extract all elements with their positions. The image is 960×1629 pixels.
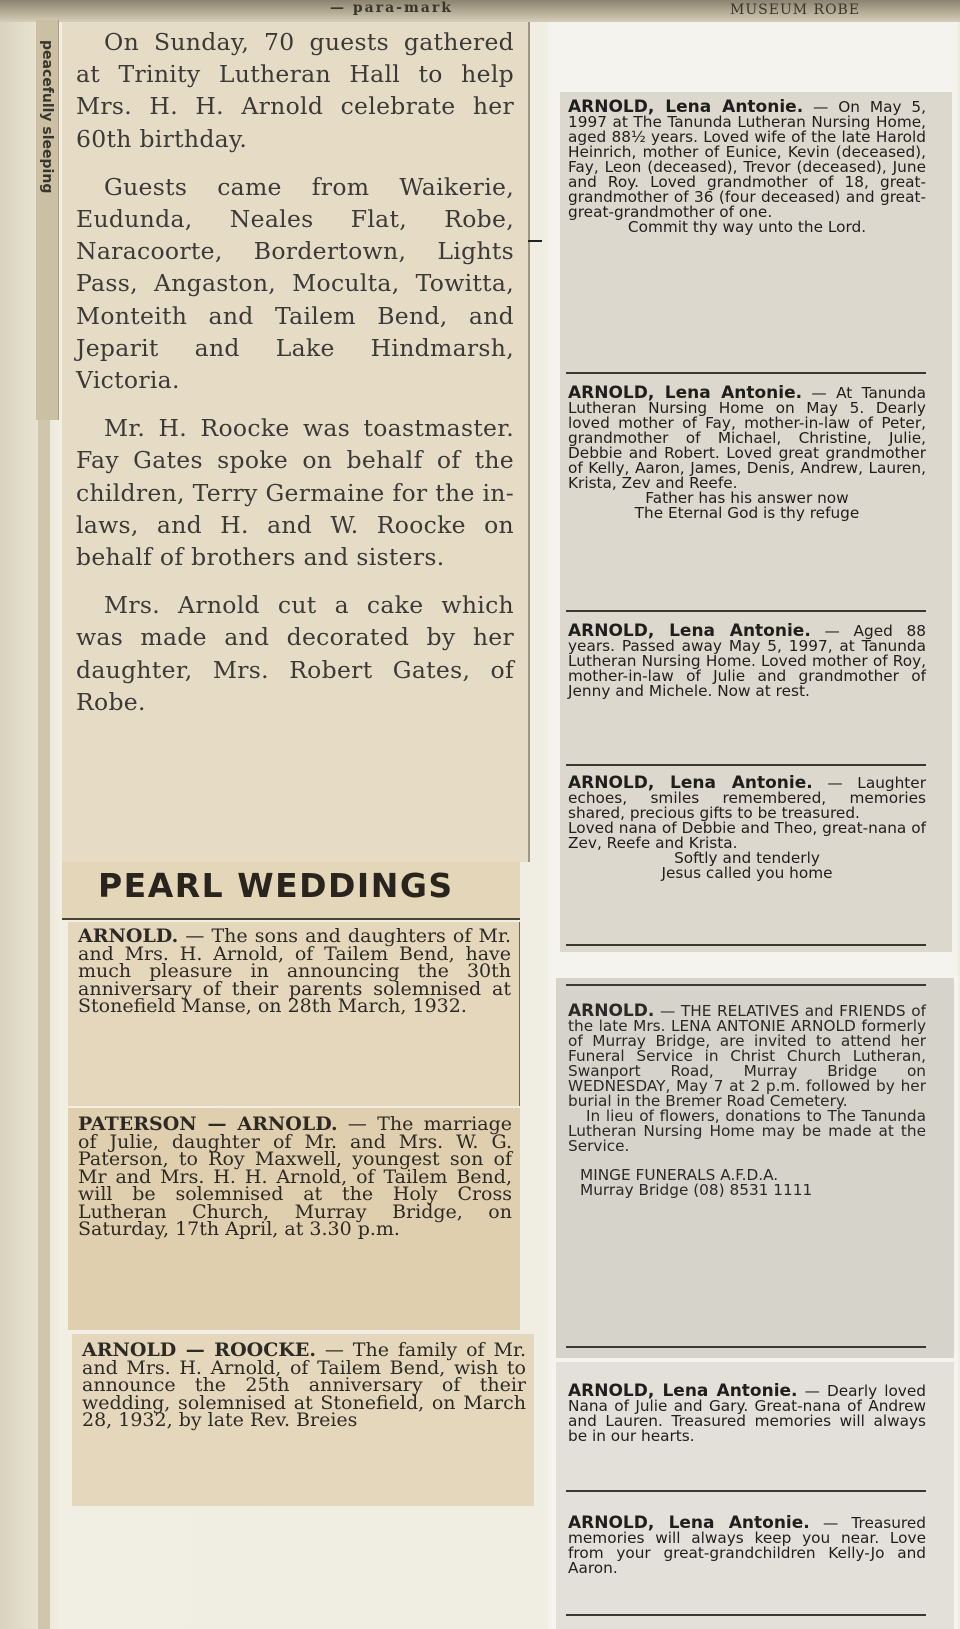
- funeral-notice-name: ARNOLD.: [568, 1001, 655, 1021]
- notice-text: — The sons and daughters of Mr. and Mrs. H. Arnold, of Tailem Bend, have much pleasure in announcing the 30th anniversary of their parents solemnised at Stonefield Manse, on 28th March, 1932.: [78, 925, 511, 1017]
- pencil-mark: [528, 240, 542, 242]
- notice-name: PATERSON — ARNOLD.: [78, 1113, 338, 1135]
- notice-divider: [566, 944, 926, 946]
- obituary-verse: The Eternal God is thy refuge: [634, 504, 860, 522]
- pearl-notice: [68, 1108, 520, 1330]
- birthday-article: [62, 22, 530, 862]
- torn-header-text-right: MUSEUM ROBE: [730, 2, 861, 18]
- notice-divider: [566, 984, 926, 986]
- obituary-notice: [568, 773, 926, 882]
- notice-name: ARNOLD — ROOCKE.: [82, 1339, 316, 1361]
- obituary-text: Loved nana of Debbie and Theo, great-nana of Zev, Reefe and Krista.: [568, 819, 926, 852]
- obituary-verse: Commit thy way unto the Lord.: [627, 218, 867, 236]
- obituary-notice: [568, 1513, 926, 1577]
- birthday-paragraph: Guests came from Waikerie, Eudunda, Neales Flat, Robe, Naracoorte, Bordertown, Lights Pass, Angaston, Moculta, Towitta, Monteith and Tailem Bend, and Jeparit and Lake Hindmarsh, Victoria.: [76, 172, 514, 395]
- funeral-notice-text: — THE RELATIVES and FRIENDS of the late Mrs. LENA ANTONIE ARNOLD formerly of Murray Bridge, are invited to attend her Funeral Service in Christ Church Lutheran, Swanport Road, Murray Bridge on WEDNESDAY, May 7 at 2 p.m. followed by her burial in the Bremer Road Cemetery.: [568, 1002, 926, 1110]
- obituary-notice: [568, 1381, 926, 1445]
- obituary-name: ARNOLD, Lena Antonie.: [568, 1381, 798, 1401]
- notice-divider: [566, 1346, 926, 1348]
- obituary-notice: [568, 97, 926, 236]
- notice-text: — The marriage of Julie, daughter of Mr. and Mrs. W. G. Paterson, to Roy Maxwell, youngest son of Mr and Mrs. H. H. Arnold, of Tailem Bend, will be solemnised at the Holy Cross Lutheran Church, Murray Bridge, on Saturday, 17th April, at 3.30 p.m.: [78, 1113, 512, 1240]
- funeral-director-contact: Murray Bridge (08) 8531 1111: [580, 1181, 813, 1199]
- obituary-notice: [568, 621, 926, 700]
- obituary-notice: [568, 383, 926, 522]
- obituary-text: — On May 5, 1997 at The Tanunda Lutheran Nursing Home, aged 88½ years. Loved wife of the late Harold Heinrich, mother of Eunice, Kevin (deceased), Fay, Leon (deceased), Trevor (deceased), June and Roy. Loved grandmother of 18, great-grandmother of 36 (four deceased) and great-great-grandmother of one.: [568, 98, 926, 221]
- side-clipping-label: peacefully sleeping: [39, 40, 55, 194]
- obituary-verse: Softly and tenderly: [674, 849, 820, 867]
- birthday-paragraph: On Sunday, 70 guests gathered at Trinity Lutheran Hall to help Mrs. H. H. Arnold celebrate her 60th birthday.: [76, 28, 514, 153]
- obituary-verse: Father has his answer now: [645, 489, 849, 507]
- birthday-paragraph: Mrs. Arnold cut a cake which was made and decorated by her daughter, Mrs. Robert Gates, of Robe.: [76, 591, 514, 716]
- obituary-text: — Treasured memories will always keep you near. Love from your great-grandchildren Kelly-Jo and Aaron.: [568, 1514, 926, 1577]
- funeral-notice: [568, 1001, 926, 1199]
- torn-header-text: — para-mark: [330, 0, 453, 16]
- notice-text: — The family of Mr. and Mrs. H. Arnold, of Tailem Bend, wish to announce the 25th anniversary of their wedding, solemnised at Stonefield, on March 28, 1932, by late Rev. Breies: [82, 1339, 526, 1431]
- torn-header-strip: [0, 0, 960, 22]
- birthday-paragraph: Mr. H. Roocke was toastmaster. Fay Gates spoke on behalf of the children, Terry Germaine for the in-laws, and H. and W. Roocke on behalf of brothers and sisters.: [76, 414, 514, 572]
- notice-divider: [566, 764, 926, 766]
- pearl-notice: [68, 922, 520, 1106]
- pearl-weddings-heading-clip: [62, 862, 520, 920]
- obituary-name: ARNOLD, Lena Antonie.: [568, 773, 813, 793]
- notice-divider: [566, 610, 926, 612]
- funeral-director: MINGE FUNERALS A.F.D.A.: [580, 1166, 779, 1184]
- notice-divider: [566, 372, 926, 374]
- notice-name: ARNOLD.: [78, 925, 179, 947]
- obituary-text: — Aged 88 years. Passed away May 5, 1997, at Tanunda Lutheran Nursing Home. Loved mother of Roy, mother-in-law of Julie and grandmother of Jenny and Michele. Now at rest.: [568, 622, 926, 700]
- obituary-text: — Laughter echoes, smiles remembered, memories shared, precious gifts to be treasured.: [568, 774, 926, 822]
- obituary-name: ARNOLD, Lena Antonie.: [568, 621, 811, 641]
- page-margin-strip: [38, 420, 50, 1629]
- notice-divider: [566, 1490, 926, 1492]
- obituary-verse: Jesus called you home: [661, 864, 833, 882]
- pearl-weddings-heading: PEARL WEDDINGS: [98, 866, 454, 905]
- obituary-text: — Dearly loved Nana of Julie and Gary. Great-nana of Andrew and Lauren. Treasured memories will always be in our hearts.: [568, 1382, 926, 1445]
- funeral-notice-donations: In lieu of flowers, donations to The Tanunda Lutheran Nursing Home may be made at the Service.: [568, 1107, 926, 1155]
- obituary-name: ARNOLD, Lena Antonie.: [568, 383, 803, 403]
- obituary-name: ARNOLD, Lena Antonie.: [568, 97, 804, 117]
- obituary-text: — At Tanunda Lutheran Nursing Home on May 5. Dearly loved mother of Fay, mother-in-law of Peter, grandmother of Michael, Christine, Julie, Debbie and Robert. Loved great grandmother of Kelly, Aaron, James, Denis, Andrew, Lauren, Krista, Zev and Reefe.: [568, 384, 926, 492]
- obituary-name: ARNOLD, Lena Antonie.: [568, 1513, 810, 1533]
- pearl-notice: [72, 1334, 534, 1506]
- notice-divider: [566, 1614, 926, 1616]
